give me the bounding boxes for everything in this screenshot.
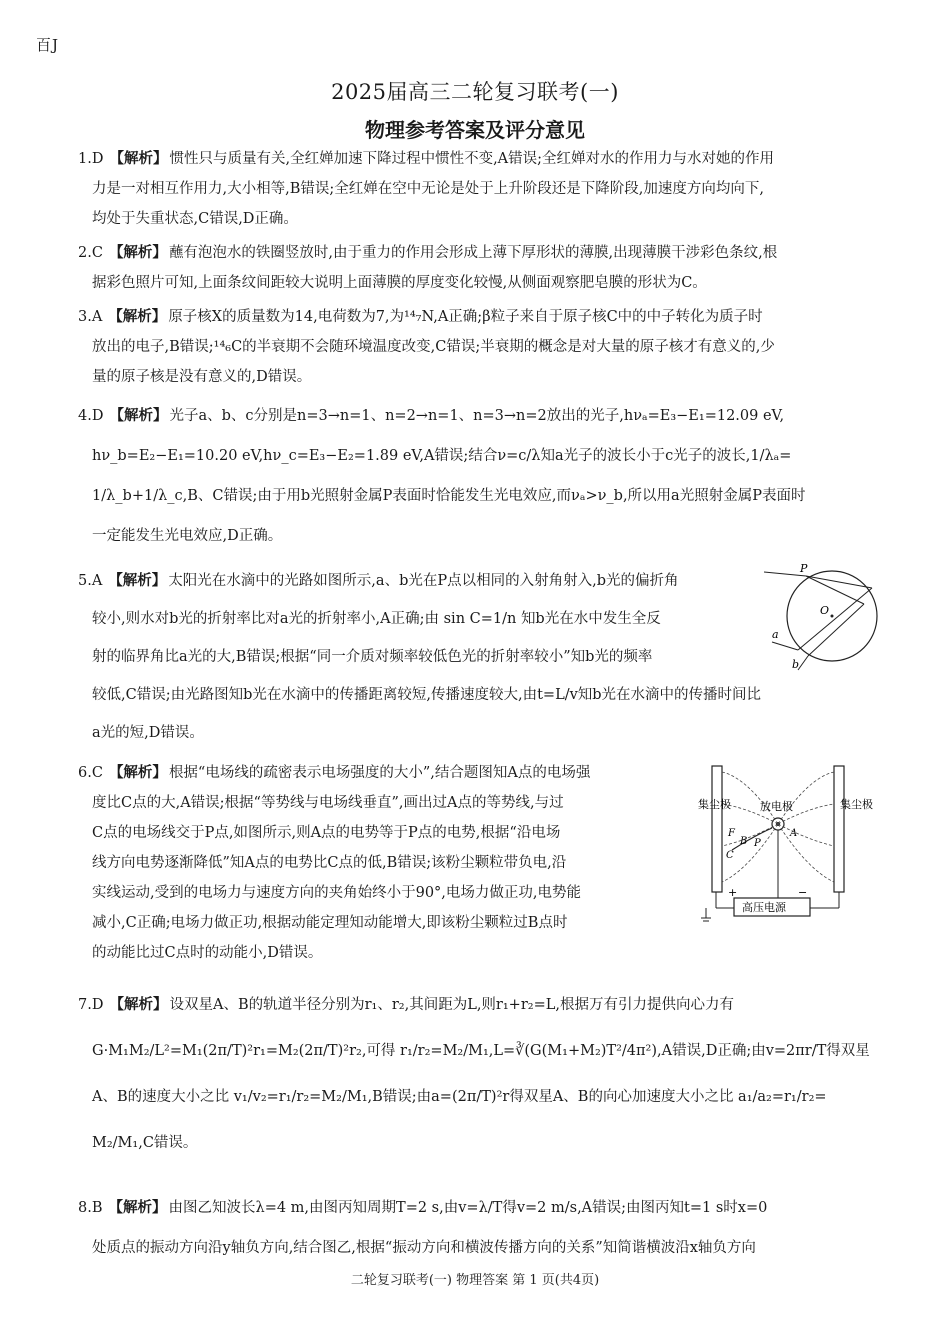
- field-line: [778, 824, 834, 882]
- answer-line: G·M₁M₂/L²=M₁(2π/T)²r₁=M₂(2π/T)²r₂,可得 r₁/r₂=M₂/M₁,L=∛(G(M₁+M₂)T²/4π²),A错误,D正确;由v=2πr/T得双星: [92, 1043, 870, 1059]
- answer-line: 1/λ_b+1/λ_c,B、C错误;由于用b光照射金属P表面时恰能发生光电效应,而νₐ>ν_b,所以用a光照射金属P表面时: [92, 488, 806, 504]
- answer-line: 实线运动,受到的电场力与速度方向的夹角始终小于90°,电场力做正功,电势能: [92, 885, 582, 901]
- center-point: [831, 615, 834, 618]
- question-number: 5.A: [78, 573, 103, 589]
- answer-line: 根据“电场线的疏密表示电场强度的大小”,结合题图知A点的电场强: [168, 765, 591, 781]
- answer-line: 较低,C错误;由光路图知b光在水滴中的传播距离较短,传播速度较大,由t=L/v知b光在水滴中的传播时间比: [92, 687, 762, 703]
- analysis-tag: 【解析】: [109, 997, 168, 1013]
- ray-a: [772, 642, 798, 650]
- label-a: a: [772, 628, 779, 641]
- question-number: 2.C: [78, 245, 103, 261]
- water-droplet-figure: [764, 558, 884, 673]
- answer-line: 的动能比过C点时的动能小,D错误。: [92, 945, 323, 961]
- left-collector-plate: [712, 766, 722, 892]
- question-number: 8.B: [78, 1200, 103, 1216]
- question-2: [78, 238, 872, 298]
- reflected-ray: [798, 588, 872, 650]
- question-5: [78, 562, 762, 752]
- label-p: P: [800, 562, 808, 575]
- answer-line: 由图乙知波长λ=4 m,由图丙知周期T=2 s,由v=λ/T得v=2 m/s,A错误;由图丙知t=1 s时x=0: [168, 1200, 768, 1216]
- answer-line: 放出的电子,B错误;¹⁴₆C的半衰期不会随环境温度改变,C错误;半衰期的概念是对大量的原子核才有意义的,少: [92, 339, 775, 355]
- right-collector-plate: [834, 766, 844, 892]
- reflected-ray: [808, 604, 864, 656]
- answer-line: 惯性只与质量有关,全红婵加速下降过程中惯性不变,A错误;全红婵对水的作用力与水对她的作用: [169, 151, 775, 167]
- field-line: [778, 824, 834, 846]
- answer-line: 处质点的振动方向沿y轴负方向,结合图乙,根据“振动方向和横波传播方向的关系”知简谐横波沿x轴负方向: [92, 1240, 756, 1256]
- right-plate-label: 集尘极: [840, 798, 873, 811]
- answer-line: A、B的速度大小之比 v₁/v₂=r₁/r₂=M₂/M₁,B错误;由a=(2π/T)²r得双星A、B的向心加速度大小之比 a₁/a₂=r₁/r₂=: [92, 1089, 827, 1105]
- exam-title: 2025届高三二轮复习联考(一): [331, 80, 619, 104]
- particle-trajectory: [732, 828, 772, 850]
- analysis-tag: 【解析】: [108, 573, 167, 589]
- corner-mark: 百J: [36, 36, 60, 54]
- question-3: [78, 302, 872, 392]
- answer-line: 射的临界角比a光的大,B错误;根据“同一介质对频率较低色光的折射率较小”知b光的频率: [92, 649, 653, 665]
- precipitator-figure: [698, 758, 880, 928]
- analysis-tag: 【解析】: [108, 245, 167, 261]
- plus-label: +: [728, 886, 738, 899]
- label-c: C: [726, 850, 734, 861]
- answer-line: 减小,C正确;电场力做正功,根据动能定理知动能增大,即该粉尘颗粒过B点时: [92, 915, 568, 931]
- label-f: F: [728, 828, 735, 839]
- answer-line: 度比C点的大,A错误;根据“等势线与电场线垂直”,画出过A点的等势线,与过: [92, 795, 564, 811]
- center-label: 放电极: [760, 800, 793, 813]
- answer-line: hν_b=E₂−E₁=10.20 eV,hν_c=E₃−E₂=1.89 eV,A错误;结合ν=c/λ知a光子的波长小于c光子的波长,1/λₐ=: [92, 448, 792, 464]
- answer-line: 一定能发生光电效应,D正确。: [92, 528, 283, 544]
- question-7: [78, 982, 872, 1166]
- page-footer: 二轮复习联考(一) 物理答案 第 1 页(共4页): [350, 1273, 600, 1288]
- answer-line: 据彩色照片可知,上面条纹间距较大说明上面薄膜的厚度变化较慢,从侧面观察肥皂膜的形状为C。: [92, 275, 707, 291]
- left-plate-label: 集尘极: [698, 798, 731, 811]
- refracted-ray: [806, 576, 864, 604]
- answer-line: C点的电场线交于P点,如图所示,则A点的电势等于P点的电势,根据“沿电场: [92, 825, 561, 841]
- answer-line: 量的原子核是没有意义的,D错误。: [92, 369, 312, 385]
- question-8: [78, 1188, 872, 1268]
- field-line: [778, 772, 834, 824]
- document-subtitle: 物理参考答案及评分意见: [365, 118, 585, 142]
- answer-line: 蘸有泡泡水的铁圈竖放时,由于重力的作用会形成上薄下厚形状的薄膜,出现薄膜干涉彩色条纹,根: [168, 245, 778, 261]
- analysis-tag: 【解析】: [109, 151, 168, 167]
- answer-line: 太阳光在水滴中的光路如图所示,a、b光在P点以相同的入射角射入,b光的偏折角: [168, 573, 679, 589]
- answer-line: 均处于失重状态,C错误,D正确。: [92, 211, 298, 227]
- question-4: [78, 396, 872, 556]
- minus-label: −: [798, 886, 808, 899]
- analysis-tag: 【解析】: [108, 1200, 167, 1216]
- analysis-tag: 【解析】: [108, 765, 167, 781]
- answer-line: 线方向电势逐渐降低”知A点的电势比C点的低,B错误;该粉尘颗粒带负电,沿: [92, 855, 567, 871]
- question-number: 1.D: [78, 151, 104, 167]
- answer-line: 光子a、b、c分别是n=3→n=1、n=2→n=1、n=3→n=2放出的光子,hνₐ=E₃−E₁=12.09 eV,: [169, 408, 785, 424]
- answer-line: M₂/M₁,C错误。: [92, 1135, 198, 1151]
- label-o: O: [820, 604, 830, 617]
- question-number: 6.C: [78, 765, 103, 781]
- label-p: P: [754, 838, 761, 849]
- label-b: B: [740, 836, 748, 847]
- power-label: 高压电源: [742, 901, 786, 914]
- analysis-tag: 【解析】: [108, 309, 167, 325]
- label-a: A: [790, 828, 798, 839]
- question-1: [78, 144, 872, 234]
- answer-line: 力是一对相互作用力,大小相等,B错误;全红婵在空中无论是处于上升阶段还是下降阶段,加速度方向均向下,: [92, 181, 764, 197]
- question-number: 7.D: [78, 997, 104, 1013]
- ray-b: [798, 656, 808, 670]
- answer-line: a光的短,D错误。: [92, 725, 204, 741]
- question-number: 3.A: [78, 309, 103, 325]
- answer-line: 较小,则水对b光的折射率比对a光的折射率小,A正确;由 sin C=1/n 知b光在水中发生全反: [92, 611, 661, 627]
- answer-line: 原子核X的质量数为14,电荷数为7,为¹⁴₇N,A正确;β粒子来自于原子核C中的中子转化为质子时: [168, 309, 763, 325]
- question-number: 4.D: [78, 408, 104, 424]
- analysis-tag: 【解析】: [109, 408, 168, 424]
- question-6: [78, 758, 668, 968]
- label-b: b: [792, 658, 800, 671]
- answer-line: 设双星A、B的轨道半径分别为r₁、r₂,其间距为L,则r₁+r₂=L,根据万有引力提供向心力有: [169, 997, 734, 1013]
